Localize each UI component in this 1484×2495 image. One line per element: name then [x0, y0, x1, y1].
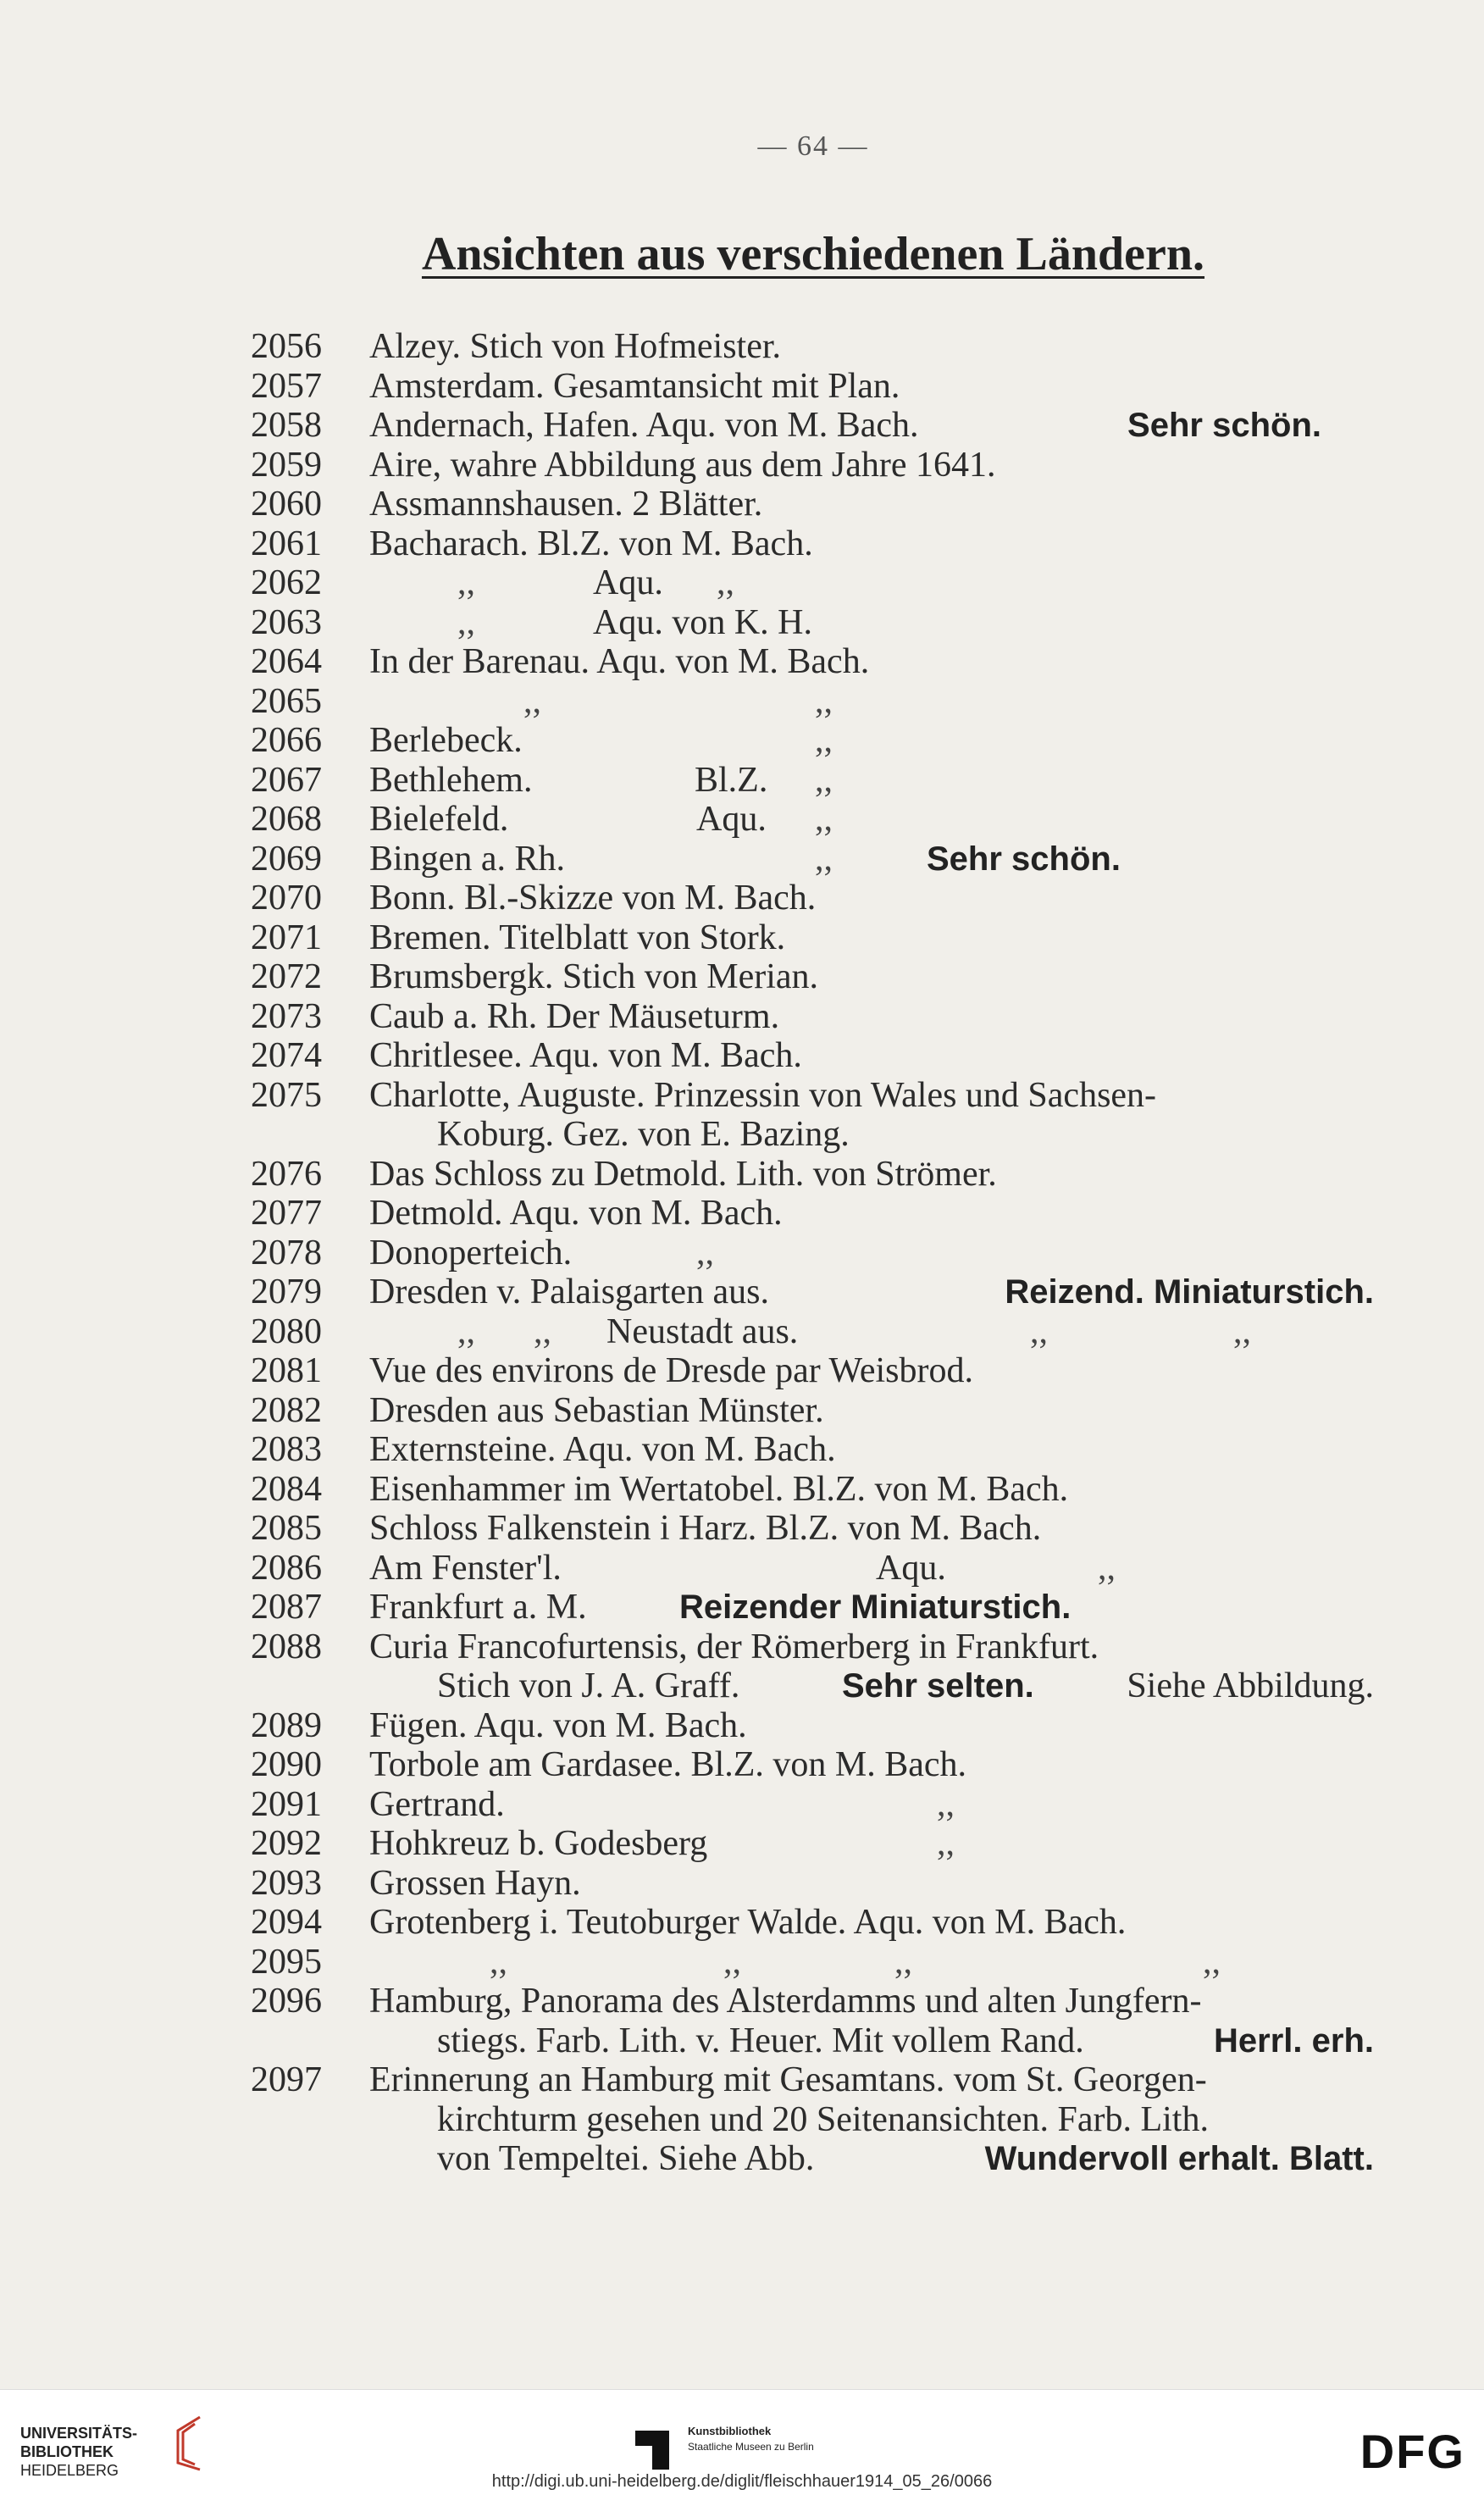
entry-text: Eisenhammer im Wertatobel. Bl.Z. von M. Bach. [369, 1469, 1069, 1509]
entry-number: 2088 [251, 1627, 322, 1666]
entry-text: Bielefeld. [369, 800, 509, 839]
entry-number: 2095 [251, 1942, 322, 1982]
list-item-continuation [0, 2021, 1484, 2061]
entry-text: Dresden v. Palaisgarten aus. [369, 1272, 769, 1311]
kb-line-1: Kunstbibliothek [688, 2425, 772, 2437]
list-item [0, 1430, 1484, 1470]
entry-number: 2089 [251, 1705, 322, 1745]
ditto-mark: ,, [723, 1942, 741, 1982]
entry-number: 2070 [251, 879, 322, 918]
entry-text: Erinnerung an Hamburg mit Gesamtans. vom St. Georgen- [369, 2060, 1207, 2099]
entry-text: Das Schloss zu Detmold. Lith. von Strömer. [369, 1154, 997, 1194]
entry-text: Caub a. Rh. Der Mäuseturm. [369, 996, 780, 1036]
entry-number: 2071 [251, 918, 322, 957]
entry-emphasis: Sehr selten. [842, 1667, 1034, 1705]
entry-text: Curia Francofurtensis, der Römerberg in Frankfurt. [369, 1627, 1099, 1666]
entry-text: Andernach, Hafen. Aqu. von M. Bach. [369, 406, 919, 445]
entry-text: Neustadt aus. [606, 1311, 799, 1351]
entry-number: 2072 [251, 957, 322, 996]
entry-text: Alzey. Stich von Hofmeister. [369, 327, 782, 366]
ditto-mark: ,, [457, 1311, 475, 1351]
entry-text: In der Barenau. Aqu. von M. Bach. [369, 642, 870, 681]
ditto-mark: ,, [937, 1824, 955, 1863]
entry-number: 2093 [251, 1863, 322, 1903]
entry-list [0, 327, 1484, 2179]
entry-number: 2077 [251, 1194, 322, 1233]
entry-text-continued: Koburg. Gez. von E. Bazing. [437, 1115, 850, 1154]
list-item [0, 642, 1484, 682]
list-item [0, 1864, 1484, 1904]
list-item [0, 721, 1484, 761]
entry-number: 2065 [251, 681, 322, 721]
entry-number: 2069 [251, 839, 322, 879]
entry-emphasis: Reizend. Miniaturstich. [1005, 1273, 1374, 1311]
list-item [0, 1706, 1484, 1746]
entry-number: 2058 [251, 406, 322, 445]
entry-text: Donoperteich. [369, 1233, 573, 1272]
entry-number: 2056 [251, 327, 322, 366]
ditto-mark: ,, [815, 760, 833, 800]
list-item [0, 603, 1484, 643]
list-item [0, 879, 1484, 918]
list-item [0, 1745, 1484, 1785]
entry-text: Torbole am Gardasee. Bl.Z. von M. Bach. [369, 1745, 967, 1784]
ditto-mark: ,, [696, 1233, 714, 1272]
entry-text: Amsterdam. Gesamtansicht mit Plan. [369, 366, 900, 406]
entry-text: Aqu. von K. H. [593, 602, 812, 642]
entry-text: Gertrand. [369, 1784, 505, 1824]
entry-text: Grotenberg i. Teutoburger Walde. Aqu. von M. Bach. [369, 1903, 1127, 1942]
ditto-mark: ,, [523, 681, 541, 721]
entry-text-continued: kirchturm gesehen und 20 Seitenansichten. Farb. Lith. [437, 2099, 1209, 2139]
entry-number: 2082 [251, 1390, 322, 1430]
list-item-continuation [0, 1666, 1484, 1706]
list-item [0, 918, 1484, 958]
entry-number: 2092 [251, 1824, 322, 1863]
entry-emphasis: Wundervoll erhalt. Blatt. [984, 2140, 1374, 2177]
entry-text: Bremen. Titelblatt von Stork. [369, 918, 786, 957]
entry-text: Fügen. Aqu. von M. Bach. [369, 1705, 747, 1745]
list-item-continuation [0, 1115, 1484, 1155]
entry-number: 2066 [251, 721, 322, 760]
ditto-mark: ,, [815, 800, 833, 839]
entry-text: Dresden aus Sebastian Münster. [369, 1390, 824, 1430]
list-item [0, 1549, 1484, 1588]
entry-text: Vue des environs de Dresde par Weisbrod. [369, 1351, 973, 1390]
list-item [0, 1903, 1484, 1943]
entry-text: Schloss Falkenstein i Harz. Bl.Z. von M. Bach. [369, 1509, 1042, 1548]
list-item [0, 446, 1484, 485]
entry-number: 2078 [251, 1233, 322, 1272]
entry-number: 2068 [251, 800, 322, 839]
ditto-mark: ,, [815, 721, 833, 760]
list-item [0, 840, 1484, 879]
entry-text: Assmannshausen. 2 Blätter. [369, 485, 763, 524]
list-item [0, 1982, 1484, 2021]
page-number: — 64 — [757, 130, 869, 162]
ditto-mark: ,, [534, 1311, 551, 1351]
list-item [0, 524, 1484, 564]
entry-number: 2083 [251, 1430, 322, 1469]
entry-number: 2067 [251, 760, 322, 800]
list-item [0, 1036, 1484, 1076]
list-item [0, 1627, 1484, 1667]
ditto-mark: ,, [1030, 1311, 1048, 1351]
list-item [0, 997, 1484, 1037]
list-item [0, 563, 1484, 603]
entry-number: 2094 [251, 1903, 322, 1942]
entry-text: Aqu. [593, 563, 663, 602]
ditto-mark: ,, [894, 1942, 912, 1982]
entry-text: Hamburg, Panorama des Alsterdamms und alten Jungfern- [369, 1982, 1202, 2021]
ub-heidelberg-logo-icon [166, 2414, 203, 2473]
entry-emphasis: Reizender Miniaturstich. [679, 1588, 1071, 1626]
entry-technique: Bl.Z. [695, 760, 768, 800]
entry-number: 2079 [251, 1272, 322, 1311]
list-item [0, 1234, 1484, 1273]
list-item [0, 1312, 1484, 1352]
entry-number: 2063 [251, 602, 322, 642]
entry-emphasis: Herrl. erh. [1214, 2021, 1374, 2060]
entry-number: 2081 [251, 1351, 322, 1390]
digitization-footer [0, 2389, 1484, 2495]
entry-number: 2057 [251, 366, 322, 406]
entry-text-continued: Stich von J. A. Graff. [437, 1666, 740, 1705]
entry-number: 2060 [251, 485, 322, 524]
list-item [0, 761, 1484, 801]
list-item [0, 1943, 1484, 1982]
list-item-continuation [0, 2100, 1484, 2140]
page-title: Ansichten aus verschiedenen Ländern. [421, 228, 1205, 280]
entry-text: Berlebeck. [369, 721, 523, 760]
entry-text: Am Fenster'l. [369, 1548, 562, 1588]
entry-text: Detmold. Aqu. von M. Bach. [369, 1194, 783, 1233]
list-item [0, 1391, 1484, 1431]
list-item [0, 367, 1484, 407]
entry-text-continued: stiegs. Farb. Lith. v. Heuer. Mit vollem Rand. [437, 2021, 1084, 2060]
entry-number: 2062 [251, 563, 322, 602]
list-item [0, 1076, 1484, 1116]
list-item [0, 485, 1484, 524]
list-item [0, 1470, 1484, 1510]
list-item [0, 1824, 1484, 1864]
entry-number: 2061 [251, 524, 322, 563]
entry-number: 2076 [251, 1154, 322, 1194]
entry-text: Charlotte, Auguste. Prinzessin von Wales und Sachsen- [369, 1075, 1157, 1115]
list-item [0, 800, 1484, 840]
entry-text: Bacharach. Bl.Z. von M. Bach. [369, 524, 813, 563]
ditto-mark: ,, [1233, 1311, 1251, 1351]
ditto-mark: ,, [815, 839, 833, 879]
ditto-mark: ,, [1203, 1942, 1221, 1982]
entry-number: 2064 [251, 642, 322, 681]
list-item [0, 1194, 1484, 1234]
kb-line-2: Staatliche Museen zu Berlin [688, 2441, 814, 2453]
kunstbibliothek-logo-icon [635, 2431, 669, 2470]
entry-number: 2074 [251, 1036, 322, 1075]
entry-text: Bonn. Bl.-Skizze von M. Bach. [369, 879, 817, 918]
list-item-continuation [0, 2139, 1484, 2179]
entry-number: 2087 [251, 1588, 322, 1627]
list-item [0, 327, 1484, 367]
ub-line-3: HEIDELBERG [20, 2462, 119, 2479]
entry-text: Bingen a. Rh. [369, 839, 565, 879]
entry-reference: Siehe Abbildung. [1127, 1666, 1374, 1705]
entry-emphasis: Sehr schön. [927, 840, 1121, 878]
dfg-logo: DFG [1359, 2425, 1465, 2478]
entry-text: Aire, wahre Abbildung aus dem Jahre 1641. [369, 445, 996, 485]
entry-number: 2086 [251, 1548, 322, 1588]
ditto-mark: ,, [937, 1784, 955, 1824]
list-item [0, 1351, 1484, 1391]
entry-number: 2097 [251, 2060, 322, 2099]
ditto-mark: ,, [457, 602, 475, 642]
source-url[interactable]: http://digi.ub.uni-heidelberg.de/diglit/fleischhauer1914_05_26/0066 [491, 2472, 993, 2491]
entry-technique: Aqu. [876, 1548, 946, 1588]
ditto-mark: ,, [1098, 1548, 1116, 1588]
entry-text-continued: von Tempeltei. Siehe Abb. [437, 2139, 815, 2178]
list-item [0, 1155, 1484, 1195]
entry-number: 2090 [251, 1745, 322, 1784]
ditto-mark: ,, [457, 563, 475, 602]
list-item [0, 1272, 1484, 1312]
ditto-mark: ,, [815, 681, 833, 721]
entry-text: Chritlesee. Aqu. von M. Bach. [369, 1036, 802, 1075]
entry-emphasis: Sehr schön. [1127, 407, 1321, 444]
entry-number: 2096 [251, 1982, 322, 2021]
entry-text: Frankfurt a. M. [369, 1588, 587, 1627]
ub-line-2: BIBLIOTHEK [20, 2443, 114, 2460]
entry-number: 2073 [251, 996, 322, 1036]
entry-text: Externsteine. Aqu. von M. Bach. [369, 1430, 836, 1469]
entry-technique: Aqu. [696, 800, 767, 839]
entry-text: Brumsbergk. Stich von Merian. [369, 957, 819, 996]
list-item [0, 682, 1484, 722]
entry-number: 2075 [251, 1075, 322, 1115]
entry-number: 2085 [251, 1509, 322, 1548]
entry-number: 2084 [251, 1469, 322, 1509]
list-item [0, 2060, 1484, 2100]
entry-text: Hohkreuz b. Godesberg [369, 1824, 708, 1863]
list-item [0, 1785, 1484, 1825]
list-item [0, 406, 1484, 446]
ditto-mark: ,, [717, 563, 734, 602]
entry-number: 2091 [251, 1784, 322, 1824]
kunstbibliothek-logo-text [688, 2424, 814, 2454]
list-item [0, 1509, 1484, 1549]
entry-text: Grossen Hayn. [369, 1863, 581, 1903]
ditto-mark: ,, [490, 1942, 507, 1982]
entry-number: 2059 [251, 445, 322, 485]
entry-text: Bethlehem. [369, 760, 533, 800]
list-item [0, 1588, 1484, 1627]
list-item [0, 957, 1484, 997]
ub-line-1: UNIVERSITÄTS- [20, 2425, 138, 2442]
entry-number: 2080 [251, 1311, 322, 1351]
